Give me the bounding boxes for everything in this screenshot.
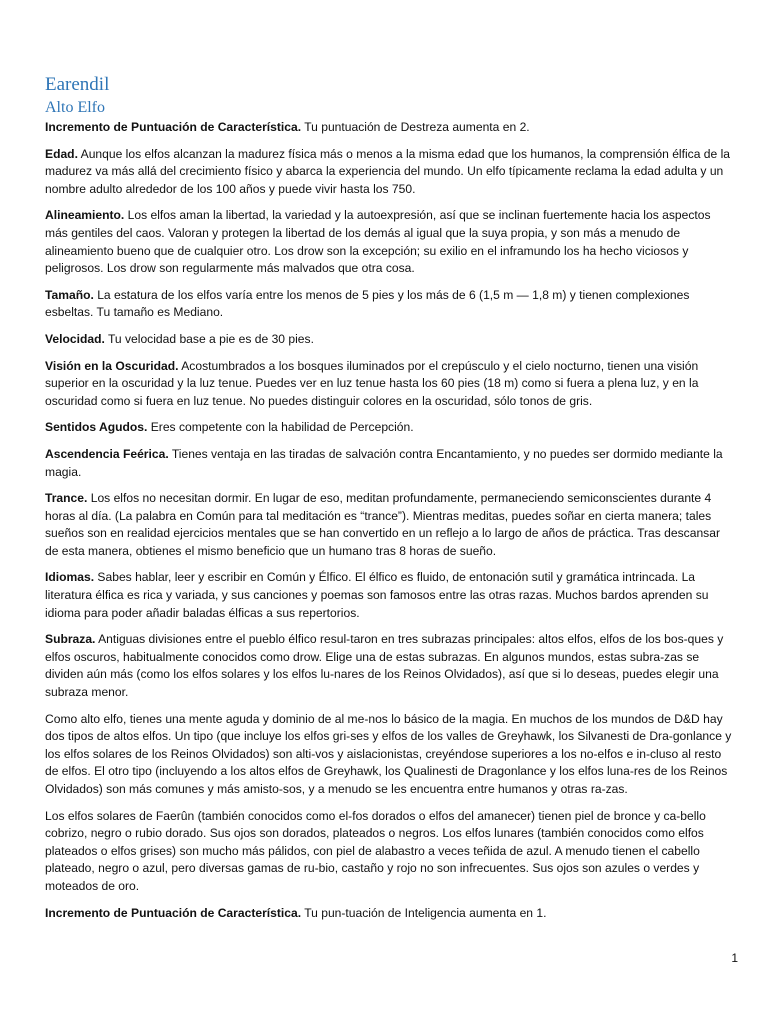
paragraph-lead: Idiomas. — [45, 570, 95, 585]
paragraph-lead: Subraza. — [45, 632, 96, 647]
paragraph-lead: Velocidad. — [45, 331, 105, 346]
paragraph-lead: Alineamiento. — [45, 208, 125, 223]
paragraph-darkvision — [45, 358, 735, 411]
paragraph-text: Antiguas divisiones entre el pueblo élfico resul-taron en tres subrazas principales: altos elfos, elfos de los bos-ques y elfos oscuros, habitualmente conocidos como drow. Elige una de estas subrazas. En algunos mundos, estas subra-zas se dividen aún más (como los elfos solares y los elfos lu-nares de los Reinos Olvidados), así que si lo deseas, puedes elegir una subraza menor. — [45, 632, 724, 700]
paragraph-languages — [45, 569, 735, 622]
paragraph-dex-increase — [45, 119, 735, 137]
paragraph-subrace — [45, 631, 735, 701]
paragraph-text: Tienes ventaja en las tiradas de salvación contra Encantamiento, y no puedes ser dormido mediante la magia. — [45, 446, 723, 479]
paragraph-speed — [45, 331, 735, 349]
paragraph-text: Eres competente con la habilidad de Percepción. — [147, 420, 414, 435]
paragraph-sun-moon-elves — [45, 808, 735, 896]
paragraph-text: Los elfos solares de Faerûn (también conocidos como el-fos dorados o elfos del amanecer) tienen piel de bronce y ca-bello cobrizo, negro o rubio dorado. Sus ojos son dorados, plateados o negros. Los elfos lunares (también conocidos como elfos plateados o elfos grises) son mucho más pálidos, con piel de alabastro a veces teñida de azul. A menudo tienen el cabello plateado, negro o azul, pero diversas gamas de ru-bio, castaño y rojo no son infrecuentes. Sus ojos son azules o verdes y moteados de oro. — [45, 808, 706, 893]
paragraph-text: Tu velocidad base a pie es de 30 pies. — [104, 331, 314, 346]
paragraph-text: Sabes hablar, leer y escribir en Común y Élfico. El élfico es fluido, de entonación sutil y gramática intrincada. La literatura élfica es rica y variada, y sus canciones y poemas son famosos entre las otras razas. Muchos bardos aprenden su idioma para poder añadir baladas élficas a sus repertorios. — [45, 570, 709, 620]
paragraph-text: Los elfos aman la libertad, la variedad y la autoexpresión, así que se inclinan fuertemente hacia los aspectos más gentiles del caos. Valoran y protegen la libertad de los demás al igual que la suya propia, y son más a menudo de alineamiento bueno que de cualquier otro. Los drow son la excepción; su exilio en el inframundo los ha hecho viciosos y peligrosos. Los drow son regularmente más malvados que otra cosa. — [45, 208, 711, 276]
paragraph-lead: Sentidos Agudos. — [45, 420, 148, 435]
paragraph-text: Como alto elfo, tienes una mente aguda y dominio de al me-nos lo básico de la magia. En muchos de los mundos de D&D hay dos tipos de altos elfos. Un tipo (que incluye los elfos gri-ses y elfos de los valles de Greyhawk, los Silvanesti de Dra-gonlance y los elfos solares de los Reinos Olvidados) son alti-vos y aislacionistas, creyéndose superiores a los no-elfos e in-cluso al resto de elfos. El otro tipo (incluyendo a los altos elfos de Greyhawk, los Qualinesti de Dragonlance y los elfos luna-res de los Reinos Olvidados) son más comunes y más amisto-sos, y a menudo se les encuentra entre humanos y otras ra-zas. — [45, 711, 732, 796]
paragraph-high-elf — [45, 711, 735, 799]
paragraph-lead: Visión en la Oscuridad. — [45, 358, 179, 373]
paragraph-size — [45, 287, 735, 322]
paragraph-text: Tu puntuación de Destreza aumenta en 2. — [301, 120, 530, 134]
paragraph-lead: Edad. — [45, 146, 78, 161]
paragraph-text: Aunque los elfos alcanzan la madurez física más o menos a la misma edad que los humanos, la comprensión élfica de la madurez va más allá del crecimiento físico y abarca la experiencia del mundo. Un elfo típicamente reclama la edad adulta y un nombre adulto alrededor de los 100 años y puede vivir hasta los 750. — [45, 146, 731, 196]
document-subtitle: Alto Elfo — [45, 99, 105, 116]
paragraph-text: Los elfos no necesitan dormir. En lugar de eso, meditan profundamente, permaneciendo semiconscientes durante 4 horas al día. (La palabra en Común para tal meditación es “trance”). Mientras meditas, puedes soñar en cierta manera; tales sueños son en realidad ejercicios mentales que se han convertido en un reflejo a lo largo de años de práctica. Tras descansar de esta manera, obtienes el mismo beneficio que un humano tras 8 horas de sueño. — [45, 491, 720, 558]
paragraph-fey-ancestry — [45, 446, 735, 481]
paragraph-keen-senses — [45, 419, 735, 437]
paragraph-lead: Incremento de Puntuación de Característica. — [45, 905, 302, 920]
paragraph-lead: Trance. — [45, 491, 88, 506]
document-title: Earendil — [45, 74, 110, 95]
paragraph-lead: Tamaño. — [45, 287, 94, 302]
paragraph-alignment — [45, 207, 735, 277]
document-page — [45, 74, 735, 931]
paragraph-text: Tu pun-tuación de Inteligencia aumenta en 1. — [301, 905, 547, 920]
paragraph-text: Acostumbrados a los bosques iluminados por el crepúsculo y el cielo nocturno, tienen una visión superior en la oscuridad y la luz tenue. Puedes ver en luz tenue hasta los 60 pies (18 m) como si fuera a plena luz, y en la oscuridad como si fuera en luz tenue. No puedes distinguir colores en la oscuridad, sólo tonos de gris. — [45, 358, 699, 408]
page-number: 1 — [731, 951, 738, 965]
paragraph-int-increase — [45, 905, 735, 923]
paragraph-lead: Ascendencia Feérica. — [45, 446, 169, 461]
paragraph-trance — [45, 490, 735, 560]
paragraph-lead: Incremento de Puntuación de Característica. — [45, 120, 302, 134]
paragraph-text: La estatura de los elfos varía entre los menos de 5 pies y los más de 6 (1,5 m — 1,8 m) y tienen complexiones esbeltas. Tu tamaño es Mediano. — [45, 287, 690, 320]
paragraph-age — [45, 146, 735, 199]
